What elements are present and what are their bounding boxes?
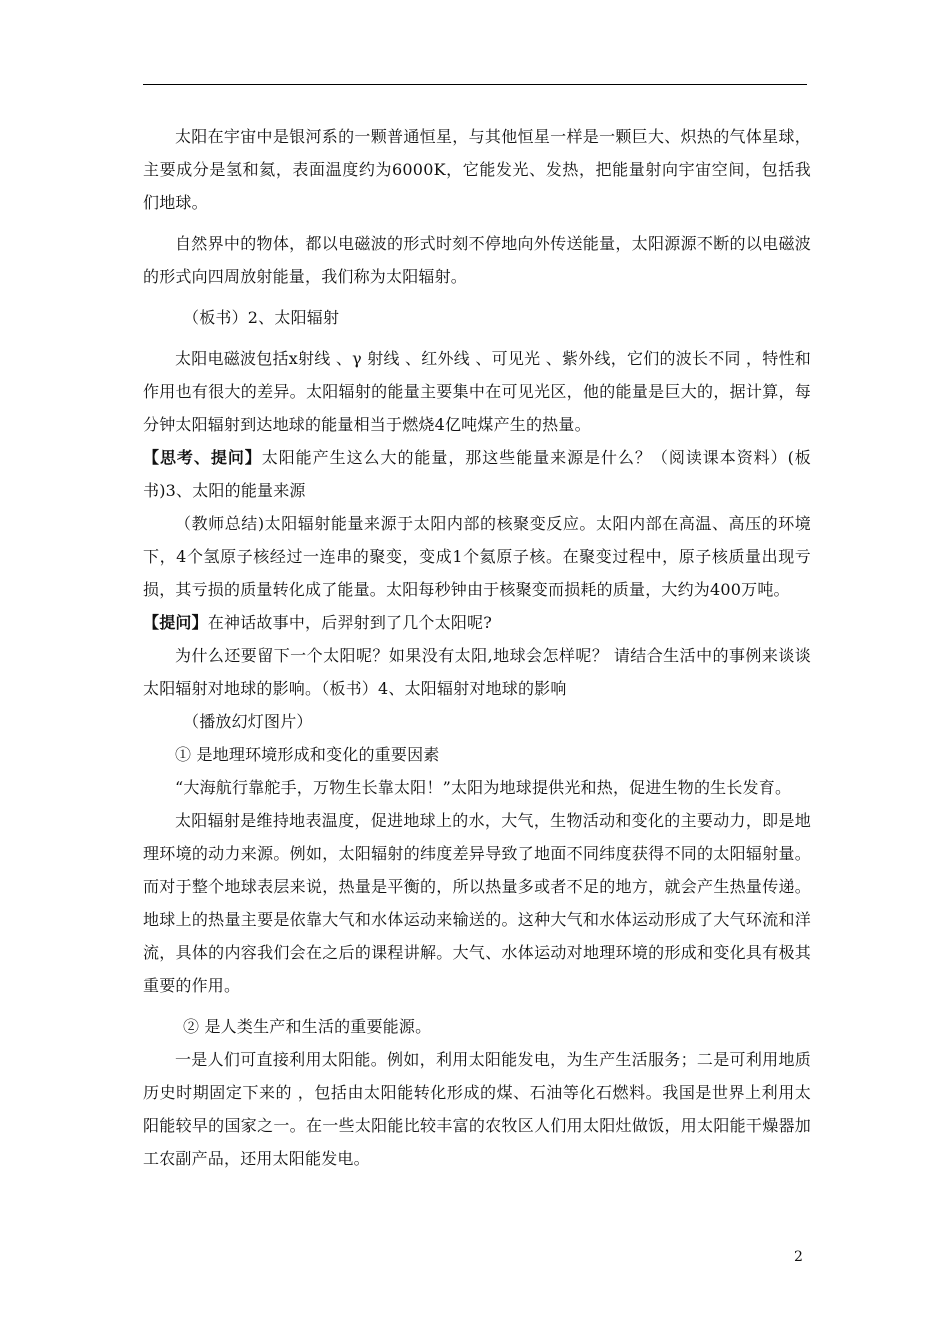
- paragraph-question: [143, 606, 811, 639]
- paragraph-point-2: ② 是人类生产和生活的重要能源。: [183, 1017, 432, 1036]
- question-label: 【提问】: [143, 613, 208, 632]
- paragraph-solar-spectrum: 太阳电磁波包括x射线 、γ 射线 、红外线 、可见光 、紫外线，它们的波长不同 ，特性和作用也有很大的差异。太阳辐射的能量主要集中在可见光区，他的能量是巨大的，据计算，每分钟太阳辐射到达地球的能量相当于燃烧4亿吨煤产生的热量。: [143, 349, 811, 434]
- paragraph-quote: “大海航行靠舵手，万物生长靠太阳！”太阳为地球提供光和热，促进生物的生长发育。: [175, 778, 792, 797]
- think-question-text: 太阳能产生这么大的能量，那这些能量来源是什么？（阅读课本资料）(板书)3、太阳的能量来源: [143, 448, 812, 500]
- page-number: 2: [794, 1249, 803, 1265]
- header-rule: [143, 84, 807, 85]
- paragraph-point-1: ① 是地理环境形成和变化的重要因素: [175, 745, 440, 764]
- paragraph-slides: （播放幻灯图片）: [183, 712, 313, 731]
- paragraph-solar-usage: 一是人们可直接利用太阳能。例如，利用太阳能发电，为生产生活服务；二是可利用地质历史时期固定下来的 ，包括由太阳能转化形成的煤、石油等化石燃料。我国是世界上利用太阳能较早的国家之一。在一些太阳能比较丰富的农牧区人们用太阳灶做饭，用太阳能干燥器加工农副产品，还用太阳能发电。: [143, 1050, 811, 1168]
- paragraph-electromagnetic: 自然界中的物体，都以电磁波的形式时刻不停地向外传送能量，太阳源源不断的以电磁波的形式向四周放射能量，我们称为太阳辐射。: [143, 234, 811, 286]
- paragraph-sun-intro: 太阳在宇宙中是银河系的一颗普通恒星，与其他恒星一样是一颗巨大、炽热的气体星球，主要成分是氢和氦，表面温度约为6000K，它能发光、发热，把能量射向宇宙空间，包括我们地球。: [143, 127, 811, 212]
- think-question-label: 【思考、提问】: [143, 448, 262, 467]
- question-text: 在神话故事中，后羿射到了几个太阳呢?: [207, 613, 492, 632]
- paragraph-why-keep-sun: 为什么还要留下一个太阳呢？如果没有太阳,地球会怎样呢？ 请结合生活中的事例来谈谈太阳辐射对地球的影响。（板书）4、太阳辐射对地球的影响: [143, 646, 811, 698]
- paragraph-think-question: [143, 441, 811, 507]
- paragraph-board-note-2: （板书）2、太阳辐射: [183, 308, 340, 327]
- paragraph-earth-energy: 太阳辐射是维持地表温度，促进地球上的水，大气，生物活动和变化的主要动力，即是地理环境的动力来源。例如，太阳辐射的纬度差异导致了地面不同纬度获得不同的太阳辐射量。而对于整个地球表层来说，热量是平衡的，所以热量多或者不足的地方，就会产生热量传递。地球上的热量主要是依靠大气和水体运动来输送的。这种大气和水体运动形成了大气环流和洋流，具体的内容我们会在之后的课程讲解。大气、水体运动对地理环境的形成和变化具有极其重要的作用。: [143, 811, 811, 995]
- paragraph-teacher-summary: （教师总结)太阳辐射能量来源于太阳内部的核聚变反应。太阳内部在高温、高压的环境下，4个氢原子核经过一连串的聚变，变成1个氦原子核。在聚变过程中，原子核质量出现亏损，其亏损的质量转化成了能量。太阳每秒钟由于核聚变而损耗的质量，大约为400万吨。: [143, 514, 811, 599]
- body-text: [143, 120, 811, 1175]
